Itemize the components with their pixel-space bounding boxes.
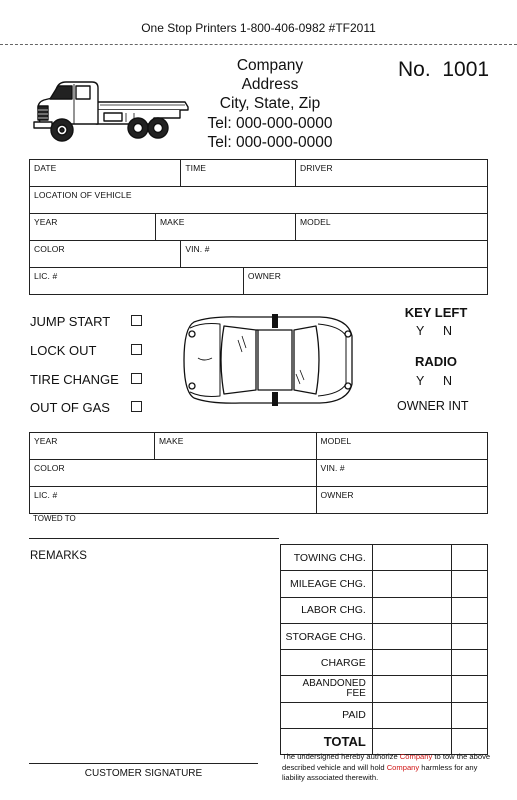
make-label-2: MAKE [159,436,184,446]
owner-int-label: OWNER INT [397,399,469,413]
paid-amount[interactable] [372,702,451,728]
lic-label: LIC. # [34,271,58,281]
charge-label: CHARGE [281,650,373,676]
driver-label: DRIVER [299,163,333,173]
tow-truck-icon [30,72,190,150]
ticket-number-label: No. [398,58,431,81]
company-city: City, State, Zip [219,95,321,113]
company-tel-1: Tel: 000-000-0000 [207,114,333,132]
storage-charge-label: STORAGE CHG. [281,623,373,649]
disclaimer-company-2: Company [386,762,420,772]
tire-change-checkbox[interactable] [131,373,142,384]
key-left-no[interactable]: N [443,324,453,338]
disclaimer-part-3: harmless for any liability associated therewith. [282,762,478,783]
vehicle-grid-2 [29,432,488,514]
paid-label: PAID [281,702,373,728]
vin-label-2: VIN. # [320,463,345,473]
model-field[interactable] [295,214,487,241]
owner-field[interactable] [243,268,487,295]
labor-charge-cents[interactable] [452,597,488,623]
service-lock-out: LOCK OUT [30,343,97,358]
lock-out-checkbox[interactable] [131,344,142,355]
customer-signature-label: CUSTOMER SIGNATURE [84,768,203,779]
mileage-charge-amount[interactable] [372,571,451,597]
make-label: MAKE [160,217,185,227]
year-field[interactable] [30,214,156,241]
storage-charge-amount[interactable] [372,623,451,649]
date-label: DATE [34,163,57,173]
signature-line[interactable] [29,763,258,764]
vehicle-grid-1 [29,159,488,295]
remarks-label: REMARKS [30,550,87,562]
color-field-2[interactable] [30,460,317,487]
make-field[interactable] [156,214,296,241]
disclaimer-part-1: The undersigned hereby authorize [282,752,400,761]
make-field-2[interactable] [155,433,317,460]
company-block [200,56,340,152]
vin-label: VIN. # [185,244,210,254]
lic-field-2[interactable] [30,487,317,514]
radio-yes[interactable]: Y [416,374,425,388]
abandoned-fee-amount[interactable] [372,676,451,702]
labor-charge-label: LABOR CHG. [281,597,373,623]
model-label-2: MODEL [320,436,352,446]
radio-no[interactable]: N [443,374,453,388]
model-label: MODEL [299,217,331,227]
date-field[interactable] [30,160,181,187]
time-field[interactable] [181,160,296,187]
lic-field[interactable] [30,268,244,295]
towing-charge-label: TOWING CHG. [281,545,373,571]
charge-amount[interactable] [372,650,451,676]
paid-cents[interactable] [452,702,488,728]
total-cents[interactable] [452,729,488,755]
mileage-charge-cents[interactable] [452,571,488,597]
key-left-yes[interactable]: Y [416,324,425,338]
abandoned-fee-cents[interactable] [452,676,488,702]
year-field-2[interactable] [30,433,155,460]
company-address: Address [241,76,299,94]
company-name: Company [236,57,304,74]
vin-field-2[interactable] [316,460,488,487]
company-tel-2: Tel: 000-000-0000 [207,133,333,151]
disclaimer-part-2: to tow the above described vehicle and will hold [282,752,491,772]
time-label: TIME [185,163,207,173]
owner-label: OWNER [247,271,281,281]
location-label: LOCATION OF VEHICLE [34,190,132,200]
out-of-gas-checkbox[interactable] [131,401,142,412]
color-label: COLOR [34,244,65,254]
location-field[interactable] [30,187,488,214]
driver-field[interactable] [295,160,487,187]
total-label: TOTAL [281,729,373,755]
model-field-2[interactable] [316,433,488,460]
towing-charge-cents[interactable] [452,545,488,571]
car-top-view-icon [180,314,357,406]
abandoned-fee-label: ABANDONED FEE [281,676,373,702]
printer-line: One Stop Printers 1-800-406-0982 #TF2011 [141,21,376,35]
towed-to-label: TOWED TO [33,514,76,523]
year-label: YEAR [34,217,58,227]
ticket-number-value: 1001 [442,58,490,81]
year-label-2: YEAR [34,436,58,446]
owner-field-2[interactable] [316,487,488,514]
towing-charge-amount[interactable] [372,545,451,571]
service-tire-change: TIRE CHANGE [30,372,119,387]
total-amount[interactable] [372,729,451,755]
service-out-of-gas: OUT OF GAS [30,400,110,415]
key-left-label: KEY LEFT [404,305,468,320]
towed-to-line[interactable] [29,538,279,539]
charges-table [280,544,488,755]
storage-charge-cents[interactable] [452,623,488,649]
color-field[interactable] [30,241,181,268]
charge-cents[interactable] [452,650,488,676]
radio-label: RADIO [415,354,457,369]
disclaimer-company-1: Company [399,752,433,761]
service-jump-start: JUMP START [30,314,111,329]
disclaimer-text [282,752,492,784]
jump-start-checkbox[interactable] [131,315,142,326]
owner-label-2: OWNER [320,490,354,500]
ticket-number [398,58,489,82]
perforation-line [0,44,517,45]
mileage-charge-label: MILEAGE CHG. [281,571,373,597]
color-label-2: COLOR [34,463,65,473]
labor-charge-amount[interactable] [372,597,451,623]
vin-field[interactable] [181,241,488,268]
lic-label-2: LIC. # [34,490,58,500]
